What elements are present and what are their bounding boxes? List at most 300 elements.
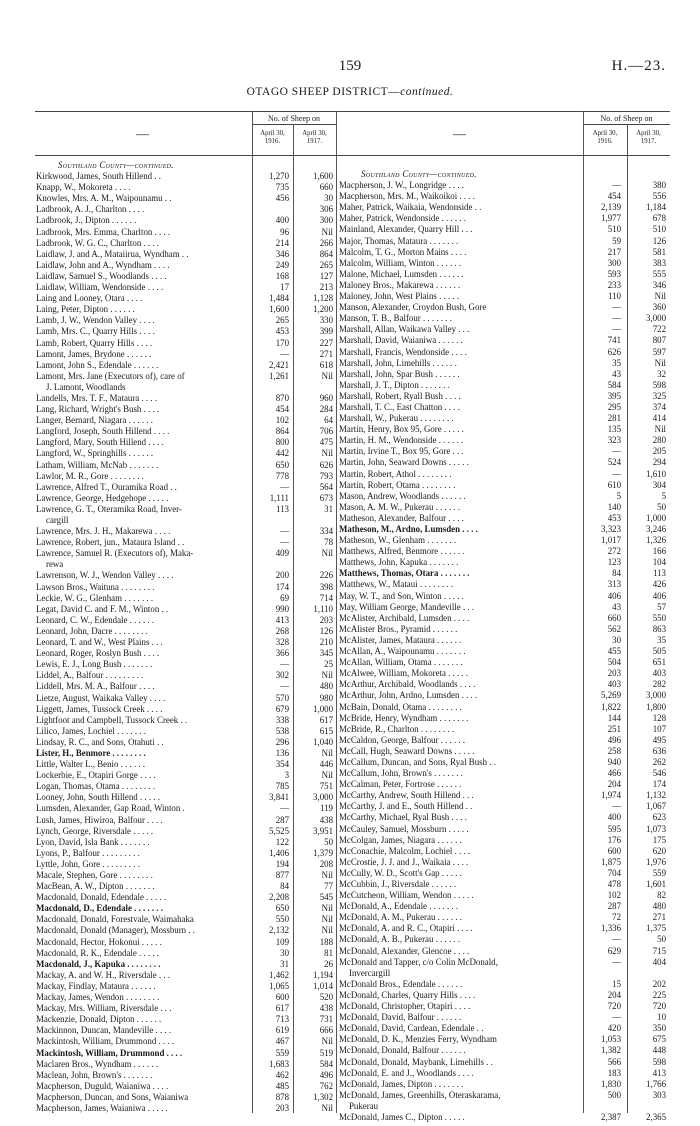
sheep-1916: 5,269 bbox=[601, 690, 621, 701]
sheep-1916: 453 bbox=[275, 326, 289, 337]
sheep-1916: 478 bbox=[607, 879, 621, 889]
sheep-1916: 617 bbox=[275, 1003, 289, 1014]
owner-name: Lamb, J. W., Wendon Valley . . . . bbox=[36, 315, 155, 326]
sheep-1916: 265 bbox=[275, 315, 289, 326]
header-rule bbox=[35, 155, 670, 156]
table-row bbox=[36, 471, 336, 482]
owner-name: McCully, W. D., Scott's Gap . . . . . bbox=[339, 867, 462, 878]
sheep-1917: 480 bbox=[319, 681, 333, 692]
sheep-1916: 570 bbox=[275, 692, 289, 703]
right-header-dash: — bbox=[453, 126, 466, 141]
table-row bbox=[339, 835, 670, 846]
sheep-1917: 284 bbox=[319, 404, 333, 415]
sheep-1916: 455 bbox=[607, 646, 621, 657]
owner-name: Martin, Henry, Box 95, Gore . . . . . bbox=[339, 424, 464, 435]
sheep-1917: 10 bbox=[657, 1012, 666, 1023]
sheep-1916: 204 bbox=[607, 989, 621, 1000]
table-row bbox=[36, 582, 336, 593]
table-row bbox=[339, 1101, 670, 1112]
table-row bbox=[36, 792, 336, 803]
table-row bbox=[339, 668, 670, 679]
sheep-1917: 1,600 bbox=[313, 171, 333, 182]
sheep-1916: 629 bbox=[607, 945, 621, 956]
sheep-1916: 420 bbox=[607, 1023, 621, 1034]
sheep-1917: 383 bbox=[652, 257, 666, 268]
table-row bbox=[339, 557, 670, 568]
table-row bbox=[339, 846, 670, 857]
sheep-1916: 203 bbox=[607, 668, 621, 679]
sheep-1916: 176 bbox=[607, 834, 621, 845]
sheep-1916: 2,132 bbox=[269, 925, 289, 936]
table-row bbox=[339, 912, 670, 923]
sheep-1916: 403 bbox=[607, 679, 621, 690]
table-row bbox=[36, 637, 336, 648]
table-row bbox=[339, 191, 670, 202]
owner-name: McAllan, A., Waipounamu . . . . . . . bbox=[339, 646, 466, 657]
sheep-1917: 210 bbox=[319, 637, 333, 648]
table-row bbox=[339, 624, 670, 635]
sheep-1916: 17 bbox=[280, 282, 289, 293]
sheep-1917: 35 bbox=[657, 634, 666, 645]
sheep-1916: — bbox=[612, 956, 621, 967]
table-row bbox=[339, 735, 670, 746]
sheep-1916: — bbox=[612, 180, 621, 191]
sheep-1916: 203 bbox=[275, 1102, 289, 1113]
table-row bbox=[339, 213, 670, 224]
section-title: Southland County—continued. bbox=[361, 169, 477, 179]
col-1916-line1: April 30, bbox=[260, 130, 285, 137]
table-row bbox=[36, 448, 336, 459]
owner-name: McDonald, Donald, Maybank, Limehills . . bbox=[339, 1056, 493, 1067]
owner-name: Langford, Mary, South Hillend . . . . bbox=[36, 437, 164, 448]
owner-name: Macpherson, James, Waianiwa . . . . . bbox=[36, 1102, 168, 1113]
table-row bbox=[339, 491, 670, 502]
sheep-1917: 3,246 bbox=[646, 524, 666, 534]
owner-name: Lister, H., Benmore . . . . . . . . bbox=[36, 747, 146, 758]
table-row bbox=[339, 923, 670, 934]
table-row bbox=[339, 768, 670, 779]
table-row bbox=[339, 1023, 670, 1034]
sheep-1916: 204 bbox=[607, 779, 621, 790]
table-row bbox=[36, 726, 336, 737]
table-row bbox=[339, 347, 670, 358]
sheep-1917: 519 bbox=[319, 1047, 333, 1058]
owner-name: Ladbrook, J., Dipton . . . . . . bbox=[36, 215, 137, 226]
table-row bbox=[36, 992, 336, 1003]
table-row bbox=[339, 568, 670, 579]
sheep-1916: 442 bbox=[275, 448, 289, 459]
sheep-1916: 584 bbox=[607, 379, 621, 390]
table-row bbox=[339, 247, 670, 258]
owner-name-continued: J. Lamont, Woodlands bbox=[46, 381, 126, 392]
sheep-1917: 980 bbox=[319, 692, 333, 703]
table-row bbox=[339, 790, 670, 801]
sheep-1916: 1,875 bbox=[601, 856, 621, 867]
owner-name: McCubbin, J., Riversdale . . . . . . bbox=[339, 879, 457, 889]
owner-name: Macpherson, Duguld, Waianiwa . . . . bbox=[36, 1080, 169, 1091]
sheep-1917: 496 bbox=[319, 1069, 333, 1080]
sheep-1917: 438 bbox=[319, 1003, 333, 1014]
sheep-1916: 1,683 bbox=[269, 1058, 289, 1069]
table-row bbox=[339, 358, 670, 369]
sheep-1916: — bbox=[280, 803, 289, 814]
sheep-1917: 213 bbox=[319, 282, 333, 293]
owner-name: Marshall, John, Spar Bush . . . . . . bbox=[339, 368, 460, 379]
table-row bbox=[36, 182, 336, 193]
sheep-1917: 262 bbox=[652, 756, 666, 767]
owner-name: Little, Walter L., Benio . . . . . . bbox=[36, 759, 146, 770]
sheep-1916: 485 bbox=[275, 1080, 289, 1091]
sheep-1917: 265 bbox=[319, 259, 333, 270]
table-row bbox=[339, 702, 670, 713]
sheep-1917: Nil bbox=[321, 770, 333, 781]
sheep-1916: 720 bbox=[607, 1001, 621, 1012]
sheep-1917: Nil bbox=[321, 1036, 333, 1047]
table-row bbox=[36, 1059, 336, 1070]
col-1916-line2: 1916. bbox=[597, 137, 613, 145]
sheep-1917: 25 bbox=[324, 659, 333, 670]
sheep-1917: 374 bbox=[652, 401, 666, 412]
section-title: Southland County—continued. bbox=[58, 160, 174, 170]
sheep-1917: 556 bbox=[652, 191, 666, 202]
table-row bbox=[339, 291, 670, 302]
sheep-1916: 43 bbox=[612, 368, 621, 379]
sheep-1917: 623 bbox=[652, 812, 666, 823]
table-row bbox=[339, 934, 670, 945]
sheep-1916: 140 bbox=[607, 501, 621, 512]
owner-name-continued: rewa bbox=[46, 559, 64, 570]
col-1917-line1: April 30, bbox=[302, 130, 327, 137]
sheep-1917: 620 bbox=[652, 845, 666, 856]
sheep-1917: Nil bbox=[321, 747, 333, 758]
owner-name: Macale, Stephen, Gore . . . . . . . . bbox=[36, 870, 153, 880]
table-row bbox=[36, 1036, 336, 1047]
table-row bbox=[36, 570, 336, 581]
owner-name: Lawrence, Mrs. J. H., Makarewa . . . . bbox=[36, 526, 171, 537]
owner-name: Marshall, J. T., Dipton . . . . . . . bbox=[339, 379, 450, 390]
table-row bbox=[36, 315, 336, 326]
sheep-1916: 194 bbox=[275, 858, 289, 869]
table-row bbox=[339, 779, 670, 790]
sheep-1916: 524 bbox=[607, 457, 621, 468]
sheep-1916: 626 bbox=[607, 346, 621, 357]
sheep-1917: 1,132 bbox=[646, 790, 666, 801]
sheep-1916: 864 bbox=[275, 426, 289, 437]
owner-name: Mackenzie, Donald, Dipton . . . . . . bbox=[36, 1014, 162, 1025]
table-row bbox=[36, 781, 336, 792]
sheep-1917: 202 bbox=[652, 978, 666, 989]
table-row bbox=[339, 513, 670, 524]
sheep-1916: 214 bbox=[275, 237, 289, 248]
owner-name: Maclean, John, Brown's . . . . . . . bbox=[36, 1069, 153, 1080]
sheep-1917: 559 bbox=[652, 867, 666, 878]
table-row bbox=[36, 326, 336, 337]
owner-name: Lawlor, M. R., Gore . . . . . . . . bbox=[36, 470, 144, 481]
table-row bbox=[36, 892, 336, 903]
owner-name-continued: Invercargill bbox=[349, 967, 391, 978]
sheep-1917: 564 bbox=[319, 481, 333, 492]
table-row bbox=[36, 870, 336, 881]
table-row bbox=[36, 970, 336, 981]
sheep-1917: 1,976 bbox=[646, 856, 666, 867]
sheep-1917: 126 bbox=[319, 625, 333, 636]
owner-name: McCarthy, J. and E., South Hillend . . bbox=[339, 801, 473, 812]
owner-name-continued: Pukerau bbox=[349, 1100, 379, 1111]
owner-name: Manson, T. B., Balfour . . . . . . . bbox=[339, 313, 452, 324]
sheep-1917: 398 bbox=[319, 581, 333, 592]
table-row bbox=[339, 1012, 670, 1023]
sheep-1917: 294 bbox=[652, 457, 666, 468]
table-row bbox=[36, 1048, 336, 1059]
owner-name: Macpherson, Mrs. M., Waikoikoi . . . . bbox=[339, 191, 475, 202]
sheep-1917: 208 bbox=[319, 858, 333, 869]
sheep-1917: 334 bbox=[319, 526, 333, 537]
owner-name: Maloney, John, West Plains . . . . . bbox=[339, 291, 460, 302]
sheep-1916: 109 bbox=[275, 936, 289, 947]
sheep-1916: 619 bbox=[275, 1025, 289, 1036]
sheep-1916: 268 bbox=[275, 625, 289, 636]
table-row bbox=[339, 224, 670, 235]
table-row bbox=[339, 524, 670, 535]
sheep-1917: 2,365 bbox=[646, 1111, 666, 1122]
page-reference: H.—23. bbox=[611, 58, 666, 74]
sheep-1916: 43 bbox=[612, 601, 621, 612]
owner-name: Knowles, Mrs. A. M., Waipounamu . . bbox=[36, 193, 172, 204]
sheep-1916: 878 bbox=[275, 1091, 289, 1102]
sheep-1917: 306 bbox=[319, 204, 333, 215]
table-row bbox=[339, 979, 670, 990]
sheep-1917: 1,601 bbox=[646, 879, 666, 889]
table-row bbox=[339, 446, 670, 457]
sheep-1916: 233 bbox=[607, 279, 621, 290]
sheep-1917: 1,326 bbox=[646, 535, 666, 546]
owner-name: Lilico, James, Lochiel . . . . . . . bbox=[36, 725, 146, 736]
sheep-1916: 3,841 bbox=[269, 792, 289, 803]
owner-name: Laidlaw, Samuel S., Woodlands . . . . bbox=[36, 270, 167, 281]
table-row bbox=[339, 236, 670, 247]
sheep-1917: 863 bbox=[652, 623, 666, 634]
sheep-1916: — bbox=[280, 537, 289, 548]
sheep-1916: 500 bbox=[607, 1089, 621, 1100]
table-row bbox=[36, 925, 336, 936]
right-sheep-header: No. of Sheep on bbox=[600, 114, 653, 123]
table-row bbox=[339, 469, 670, 480]
owner-name: Ladbrook, A. J., Charlton . . . . bbox=[36, 204, 145, 215]
table-row bbox=[36, 948, 336, 959]
owner-name: Marshall, David, Waianiwa . . . . . . bbox=[339, 335, 463, 346]
sheep-1917: 119 bbox=[320, 803, 333, 814]
owner-name: Lumsden, Alexander, Gap Road, Winton . bbox=[36, 803, 185, 814]
owner-name: McCarthy, Andrew, South Hillend . . . bbox=[339, 790, 474, 801]
owner-name: Liddel, A., Balfour . . . . . . . . . bbox=[36, 670, 144, 681]
sheep-1917: 77 bbox=[324, 881, 333, 892]
sheep-1917: 793 bbox=[319, 470, 333, 481]
table-row bbox=[36, 260, 336, 271]
sheep-1916: 35 bbox=[612, 357, 621, 368]
table-row bbox=[36, 837, 336, 848]
sheep-1917: 581 bbox=[652, 246, 666, 257]
sheep-1917: 1,302 bbox=[313, 1091, 333, 1102]
right-col-1916 bbox=[583, 130, 627, 145]
owner-name-continued: cargill bbox=[46, 515, 69, 525]
table-row bbox=[36, 215, 336, 226]
sheep-1917: 399 bbox=[319, 326, 333, 337]
sheep-1917: 3,000 bbox=[313, 792, 333, 803]
sheep-1916: — bbox=[612, 801, 621, 812]
table-row bbox=[339, 335, 670, 346]
subheader-rule-left bbox=[252, 124, 336, 125]
owner-name: McArthur, Archibald, Woodlands . . . . bbox=[339, 679, 476, 690]
owner-name: Macdonald, D., Edendale . . . . . . . bbox=[36, 903, 163, 914]
owner-name: MacBean, A. W., Dipton . . . . . . . bbox=[36, 881, 155, 892]
owner-name: Logan, Thomas, Otama . . . . . . . . bbox=[36, 781, 156, 792]
sheep-1917: 280 bbox=[652, 435, 666, 446]
owner-name: Matthews, John, Kapuka . . . . . . . bbox=[339, 557, 459, 568]
owner-name: Matthews, Alfred, Benmore . . . . . . bbox=[339, 546, 465, 557]
sheep-1916: 31 bbox=[280, 958, 289, 969]
sheep-1916: — bbox=[280, 659, 289, 670]
sheep-1917: 1,128 bbox=[313, 293, 333, 304]
table-row bbox=[36, 271, 336, 282]
table-row bbox=[36, 393, 336, 404]
owner-name: Mackay, Mrs. William, Riversdale . . . bbox=[36, 1003, 172, 1014]
sheep-1917: 678 bbox=[652, 213, 666, 224]
sheep-1916: 5,525 bbox=[269, 825, 289, 836]
left-sheep-header: No. of Sheep on bbox=[268, 114, 320, 123]
sheep-1916: 136 bbox=[275, 747, 289, 758]
sheep-1916: 1,484 bbox=[269, 293, 289, 304]
table-row bbox=[36, 304, 336, 315]
table-row bbox=[36, 371, 336, 382]
owner-name: Langford, W., Springhills . . . . . . bbox=[36, 448, 154, 459]
sheep-1917: 346 bbox=[652, 279, 666, 290]
sheep-1916: 454 bbox=[607, 191, 621, 202]
owner-name: Lewis, E. J., Long Bush . . . . . . . bbox=[36, 659, 153, 670]
sheep-1917: 64 bbox=[324, 415, 333, 426]
table-row bbox=[339, 801, 670, 812]
table-row bbox=[339, 535, 670, 546]
sheep-1917: 715 bbox=[652, 945, 666, 956]
owner-name: Lang, Richard, Wright's Bush . . . . bbox=[36, 404, 160, 415]
sheep-1917: 1,067 bbox=[646, 801, 666, 812]
sheep-1916: 406 bbox=[607, 590, 621, 601]
owner-name: Matheson, Alexander, Balfour . . . . bbox=[339, 512, 464, 523]
owner-name: Mackintosh, William, Drummond . . . . bbox=[36, 1036, 175, 1047]
table-row bbox=[339, 302, 670, 313]
owner-name: McCall, Hugh, Seaward Downs . . . . . bbox=[339, 745, 475, 756]
table-row bbox=[36, 238, 336, 249]
sheep-1917: 82 bbox=[657, 890, 666, 901]
sheep-1917: 731 bbox=[319, 1014, 333, 1025]
owner-name: Lawrence, Samuel R. (Executors of), Maka- bbox=[36, 548, 194, 559]
table-row bbox=[339, 1068, 670, 1079]
col-1917-line2: 1917. bbox=[306, 137, 323, 145]
owner-name: Lyon, David, Isla Bank . . . . . . . bbox=[36, 836, 150, 847]
table-row bbox=[339, 990, 670, 1001]
sheep-1916: 595 bbox=[607, 823, 621, 834]
sheep-1916: 462 bbox=[275, 1069, 289, 1080]
section-heading bbox=[36, 160, 336, 171]
sheep-1916: 122 bbox=[275, 836, 289, 847]
table-row bbox=[36, 903, 336, 914]
owner-name: McDonald, David, Balfour . . . . . . bbox=[339, 1012, 462, 1023]
sheep-1917: 448 bbox=[652, 1045, 666, 1056]
sheep-1917: 1,800 bbox=[646, 701, 666, 712]
sheep-1916: 84 bbox=[612, 568, 621, 579]
sheep-1916: 735 bbox=[275, 182, 289, 193]
table-row bbox=[339, 957, 670, 968]
sheep-1917: Nil bbox=[321, 870, 333, 880]
sheep-1916: 323 bbox=[607, 435, 621, 446]
owner-name: Martin, Irvine T., Box 95, Gore . . . bbox=[339, 446, 464, 457]
col-1916-line2: 1916. bbox=[264, 137, 281, 145]
sheep-1917: Nil bbox=[321, 448, 333, 459]
table-row bbox=[339, 824, 670, 835]
sheep-1917: Nil bbox=[321, 226, 333, 237]
table-row bbox=[339, 280, 670, 291]
owner-name: Lamb, Mrs. C., Quarry Hills . . . . bbox=[36, 326, 155, 337]
owner-name: McDonald, Donald, Balfour . . . . . . bbox=[339, 1045, 466, 1056]
table-row bbox=[36, 1092, 336, 1103]
sheep-1916: 559 bbox=[275, 1047, 289, 1058]
owner-name: May, William George, Mandeville . . . bbox=[339, 601, 475, 612]
sheep-1916: — bbox=[612, 1012, 621, 1023]
table-row bbox=[36, 881, 336, 892]
owner-name: McDonald, James, Dipton . . . . . . . bbox=[339, 1078, 464, 1089]
table-row bbox=[339, 946, 670, 957]
table-row bbox=[339, 1001, 670, 1012]
section-heading bbox=[339, 169, 670, 180]
owner-name: Ladbrook, Mrs. Emma, Charlton . . . . bbox=[36, 226, 171, 237]
sheep-1917: 762 bbox=[319, 1080, 333, 1091]
sheep-1917: 480 bbox=[652, 901, 666, 912]
owner-name: McDonald, E. and J., Woodlands . . . . bbox=[339, 1067, 474, 1078]
sheep-1916: 610 bbox=[607, 479, 621, 490]
sheep-1917: 651 bbox=[652, 657, 666, 668]
owner-name: Matthews, W., Mataui . . . . . . . . bbox=[339, 579, 454, 590]
sheep-1916: 409 bbox=[275, 548, 289, 559]
owner-name: Malone, Michael, Lumsden . . . . . . bbox=[339, 268, 464, 279]
sheep-1917: 3,951 bbox=[313, 825, 333, 836]
sheep-1917: 50 bbox=[657, 934, 666, 945]
sheep-1916: 302 bbox=[275, 670, 289, 681]
owner-name: McDonald, A., Edendale . . . . . . . bbox=[339, 901, 459, 912]
sheep-1916: 679 bbox=[275, 703, 289, 714]
table-row bbox=[339, 646, 670, 657]
sheep-1916: 510 bbox=[607, 224, 621, 235]
table-row bbox=[36, 293, 336, 304]
sheep-1916: 59 bbox=[612, 235, 621, 246]
sheep-1916: 713 bbox=[275, 1014, 289, 1025]
table-row bbox=[339, 679, 670, 690]
table-row bbox=[36, 404, 336, 415]
sheep-1916: 354 bbox=[275, 759, 289, 770]
sheep-1917: 550 bbox=[652, 612, 666, 623]
sheep-1917: 26 bbox=[324, 958, 333, 969]
owner-name: McCarthy, Michael, Ryal Bush . . . . bbox=[339, 812, 467, 823]
sheep-1917: 304 bbox=[652, 479, 666, 490]
owner-name: Mackay, James, Wendon . . . . . . . . bbox=[36, 992, 160, 1003]
sheep-1916: 400 bbox=[607, 812, 621, 823]
sheep-1917: 675 bbox=[652, 1034, 666, 1045]
owner-name: Macdonald, Donald, Edendale . . . . . bbox=[36, 892, 167, 903]
owner-name: McDonald, James C., Dipton . . . . . bbox=[339, 1111, 465, 1122]
table-row bbox=[36, 537, 336, 548]
table-row bbox=[36, 815, 336, 826]
sheep-1917: 807 bbox=[652, 335, 666, 346]
table-row bbox=[36, 803, 336, 814]
sheep-1917: 960 bbox=[319, 392, 333, 403]
